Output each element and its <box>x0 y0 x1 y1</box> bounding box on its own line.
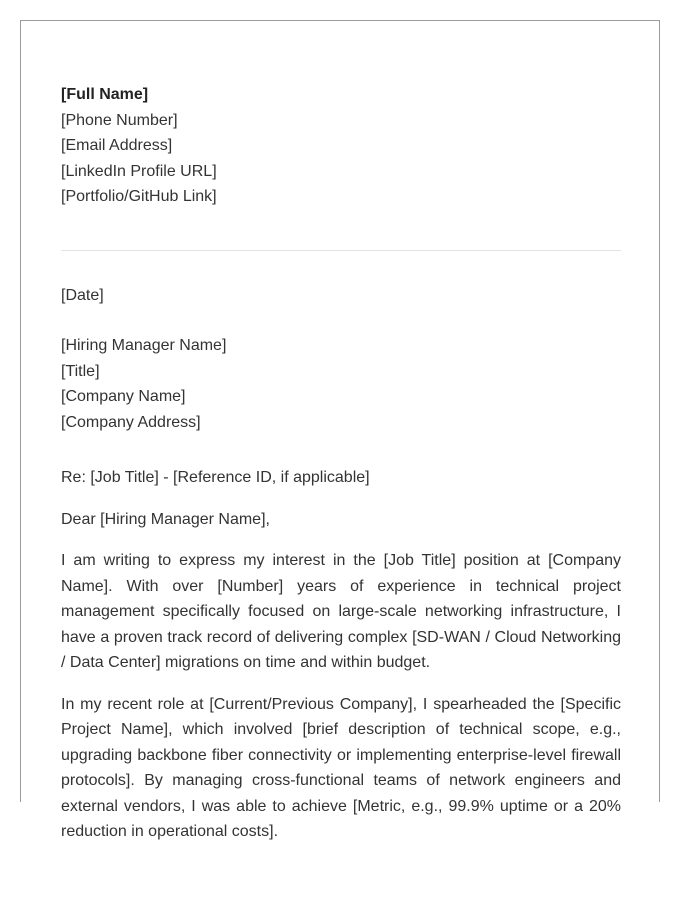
sender-block <box>61 82 621 210</box>
body-paragraph-1: I am writing to express my interest in the [Job Title] position at [Company Name]. With over [Number] years of experience in technical project management specifically focused on large-scale networking infrastructure, I have a proven track record of delivering complex [SD-WAN / Cloud Networking / Data Center] migrations on time and within budget. <box>61 552 621 671</box>
sender-full-name: [Full Name] <box>61 86 149 103</box>
salutation: Dear [Hiring Manager Name], <box>61 510 270 528</box>
letter-date: [Date] <box>61 286 104 304</box>
recipient-company-address: [Company Address] <box>61 413 201 431</box>
sender-linkedin: [LinkedIn Profile URL] <box>61 162 217 180</box>
body-paragraph-2: In my recent role at [Current/Previous Company], I spearheaded the [Specific Project Name], which involved [brief description of technical scope, e.g., upgrading backbone fiber connectivity or implementing enterprise-level firewall protocols]. By managing cross-functional teams of network engineers and external vendors, I was able to achieve [Metric, e.g., 99.9% uptime or a 20% reduction in operational costs]. <box>61 695 621 840</box>
sender-portfolio: [Portfolio/GitHub Link] <box>61 188 217 205</box>
letter-content <box>61 82 621 845</box>
recipient-company-name: [Company Name] <box>61 388 186 405</box>
letter-page <box>20 20 660 840</box>
date-block <box>61 283 621 309</box>
recipient-manager-name: [Hiring Manager Name] <box>61 337 227 354</box>
sender-email: [Email Address] <box>61 137 173 154</box>
recipient-title: [Title] <box>61 362 100 380</box>
recipient-block <box>61 333 621 435</box>
sender-phone: [Phone Number] <box>61 111 178 129</box>
subject-line: Re: [Job Title] - [Reference ID, if applicable] <box>61 469 370 486</box>
header-divider <box>61 250 621 251</box>
